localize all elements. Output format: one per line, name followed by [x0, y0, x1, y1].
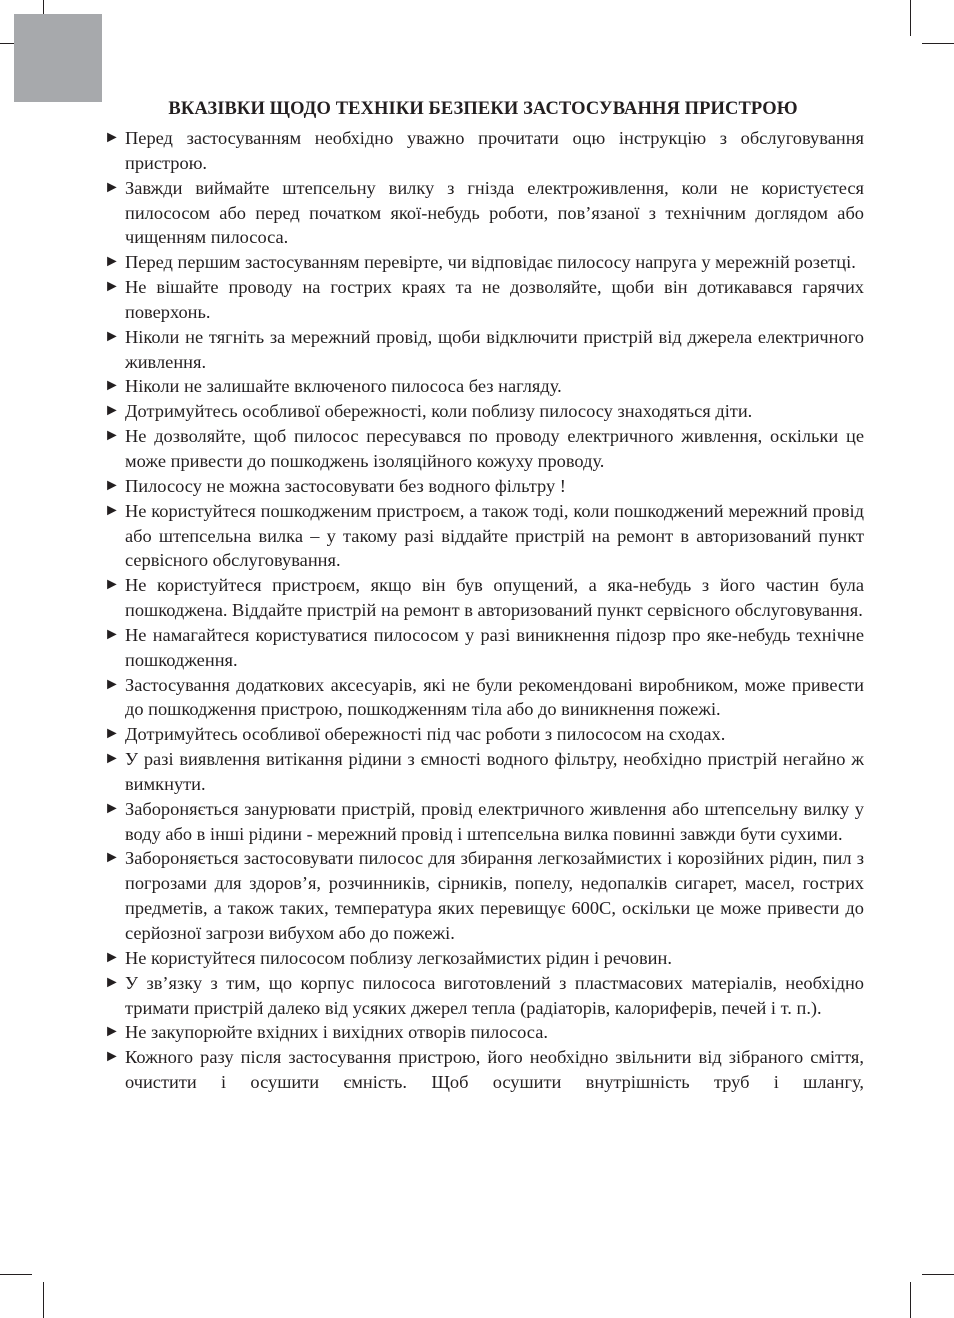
list-item: [104, 424, 864, 474]
list-item-text: Не вішайте проводу на гострих краях та не дозволяйте, щоби він дотикавався гарячих поверхонь.: [125, 277, 864, 322]
triangle-right-icon: ►: [104, 799, 120, 817]
list-item-text: Дотримуйтесь особливої обережності, коли поблизу пилососу знаходяться діти.: [125, 401, 753, 422]
list-item: [104, 573, 864, 623]
list-item: [104, 946, 864, 971]
page-tab-block: [14, 14, 102, 102]
list-item-text: У зв’язку з тим, що корпус пилососа виготовлений з пластмасових матеріалів, необхідно тримати пристрій далеко від усяких джерел тепла (радіаторів, калориферів, печей і т. п.).: [125, 972, 864, 1018]
list-item-text: Перед першим застосуванням перевірте, чи відповідає пилососу напруга у мережній розетці.: [125, 252, 856, 273]
crop-mark-bottom-right-vertical: [910, 1282, 911, 1318]
list-item-text: Не дозволяйте, щоб пилосос пересувався по проводу електричного живлення, оскільки це може привести до пошкоджень ізоляційного кожуху проводу.: [125, 426, 864, 471]
list-item-text: У разі виявлення витікання рідини з ємності водного фільтру, необхідно пристрій негайно ж вимкнути.: [125, 749, 864, 794]
triangle-right-icon: ►: [104, 725, 120, 743]
safety-instructions-list: [104, 126, 864, 1095]
triangle-right-icon: ►: [104, 427, 120, 445]
list-item-text: Пилососу не можна застосовувати без водного фільтру !: [125, 475, 566, 496]
list-item: [104, 846, 864, 945]
triangle-right-icon: ►: [104, 377, 120, 395]
triangle-right-icon: ►: [104, 625, 120, 643]
list-item: [104, 971, 864, 1021]
triangle-right-icon: ►: [104, 1023, 120, 1041]
list-item-text: Застосування додаткових аксесуарів, які не були рекомендовані виробником, може привести до пошкодження пристрою, пошкодженням тіла або до виникнення пожежі.: [125, 674, 864, 720]
list-item-text: Дотримуйтесь особливої обережності під час роботи з пилососом на сходах.: [125, 724, 726, 745]
list-item: [104, 126, 864, 176]
triangle-right-icon: ►: [104, 178, 120, 196]
list-item: [104, 275, 864, 325]
crop-mark-bottom-left-vertical: [43, 1282, 44, 1318]
crop-mark-top-right-horizontal: [922, 43, 954, 44]
list-item-text: Перед застосуванням необхідно уважно прочитати оцю інструкцію з обслуговування пристрою.: [125, 128, 864, 173]
list-item: [104, 623, 864, 673]
crop-mark-top-right-vertical: [910, 0, 911, 36]
triangle-right-icon: ►: [104, 476, 120, 494]
list-item: [104, 797, 864, 847]
list-item: [104, 673, 864, 723]
triangle-right-icon: ►: [104, 948, 120, 966]
list-item: [104, 399, 864, 424]
triangle-right-icon: ►: [104, 576, 120, 594]
list-item-text: Не користуйтеся пристроєм, якщо він був опущений, а яка-небудь з його частин була пошкоджена. Віддайте пристрій на ремонт в авторизований пункт сервісного обслуговування.: [125, 575, 864, 621]
list-item: [104, 374, 864, 399]
list-item: [104, 1020, 864, 1045]
list-item: [104, 176, 864, 251]
list-item-text: Ніколи не тягніть за мережний провід, щоби відключити пристрій від джерела електричного живлення.: [125, 326, 864, 372]
list-item-text: Не намагайтеся користуватися пилососом у разі виникнення підозр про яке-небудь технічне пошкодження.: [125, 624, 864, 670]
triangle-right-icon: ►: [104, 129, 120, 146]
triangle-right-icon: ►: [104, 402, 120, 420]
list-item: [104, 325, 864, 375]
list-item: [104, 747, 864, 797]
list-item-text: Забороняється занурювати пристрій, провід електричного живлення або штепсельну вилку у воду або в інші рідини - мережний провід і штепсельна вилка повинні завжди бути сухими.: [125, 798, 864, 844]
crop-mark-bottom-left-horizontal: [0, 1274, 32, 1275]
list-item-text: Завжди виймайте штепсельну вилку з гнізда електроживлення, коли не користуєтеся пилососом або перед початком якої-небудь роботи, пов’язаної з технічним доглядом або чищенням пилососа.: [125, 177, 864, 248]
triangle-right-icon: ►: [104, 675, 120, 693]
list-item-text: Не закупорюйте вхідних і вихідних отворів пилососа.: [125, 1022, 548, 1043]
list-item: [104, 1045, 864, 1095]
triangle-right-icon: ►: [104, 278, 120, 296]
triangle-right-icon: ►: [104, 501, 120, 519]
triangle-right-icon: ►: [104, 750, 120, 768]
list-item-text: Кожного разу після застосування пристрою, його необхідно звільнити від зібраного сміття, очистити і осушити ємність. Щоб осушити внутрішність труб і шлангу,: [125, 1047, 864, 1093]
list-item: [104, 474, 864, 499]
crop-mark-bottom-right-horizontal: [922, 1274, 954, 1275]
triangle-right-icon: ►: [104, 327, 120, 345]
triangle-right-icon: ►: [104, 1048, 120, 1066]
triangle-right-icon: ►: [104, 973, 120, 991]
list-item: [104, 499, 864, 574]
list-item-text: Не користуйтеся пошкодженим пристроєм, а також тоді, коли пошкоджений мережний провід або штепсельна вилка – у такому разі віддайте пристрій на ремонт в авторизований пункт сервісного обслуговування.: [125, 500, 864, 571]
list-item: [104, 250, 864, 275]
triangle-right-icon: ►: [104, 849, 120, 867]
list-item-text: Не користуйтеся пилососом поблизу легкозаймистих рідин і речовин.: [125, 947, 672, 968]
list-item: [104, 722, 864, 747]
page-title: ВКАЗІВКИ ЩОДО ТЕХНІКИ БЕЗПЕКИ ЗАСТОСУВАННЯ ПРИСТРОЮ: [168, 99, 798, 119]
list-item-text: Ніколи не залишайте включеного пилососа без нагляду.: [125, 376, 562, 397]
list-item-text: Забороняється застосовувати пилосос для збирання легкозаймистих і корозійних рідин, пил з погрозами для здоров’я, розчинників, сірників, попелу, недопалків сигарет, масел, гострих предметів, а також таких, температура яких перевищує 600С, оскільки це може привести до серйозної загрози вибухом або до пожежі.: [125, 848, 864, 943]
triangle-right-icon: ►: [104, 253, 120, 271]
